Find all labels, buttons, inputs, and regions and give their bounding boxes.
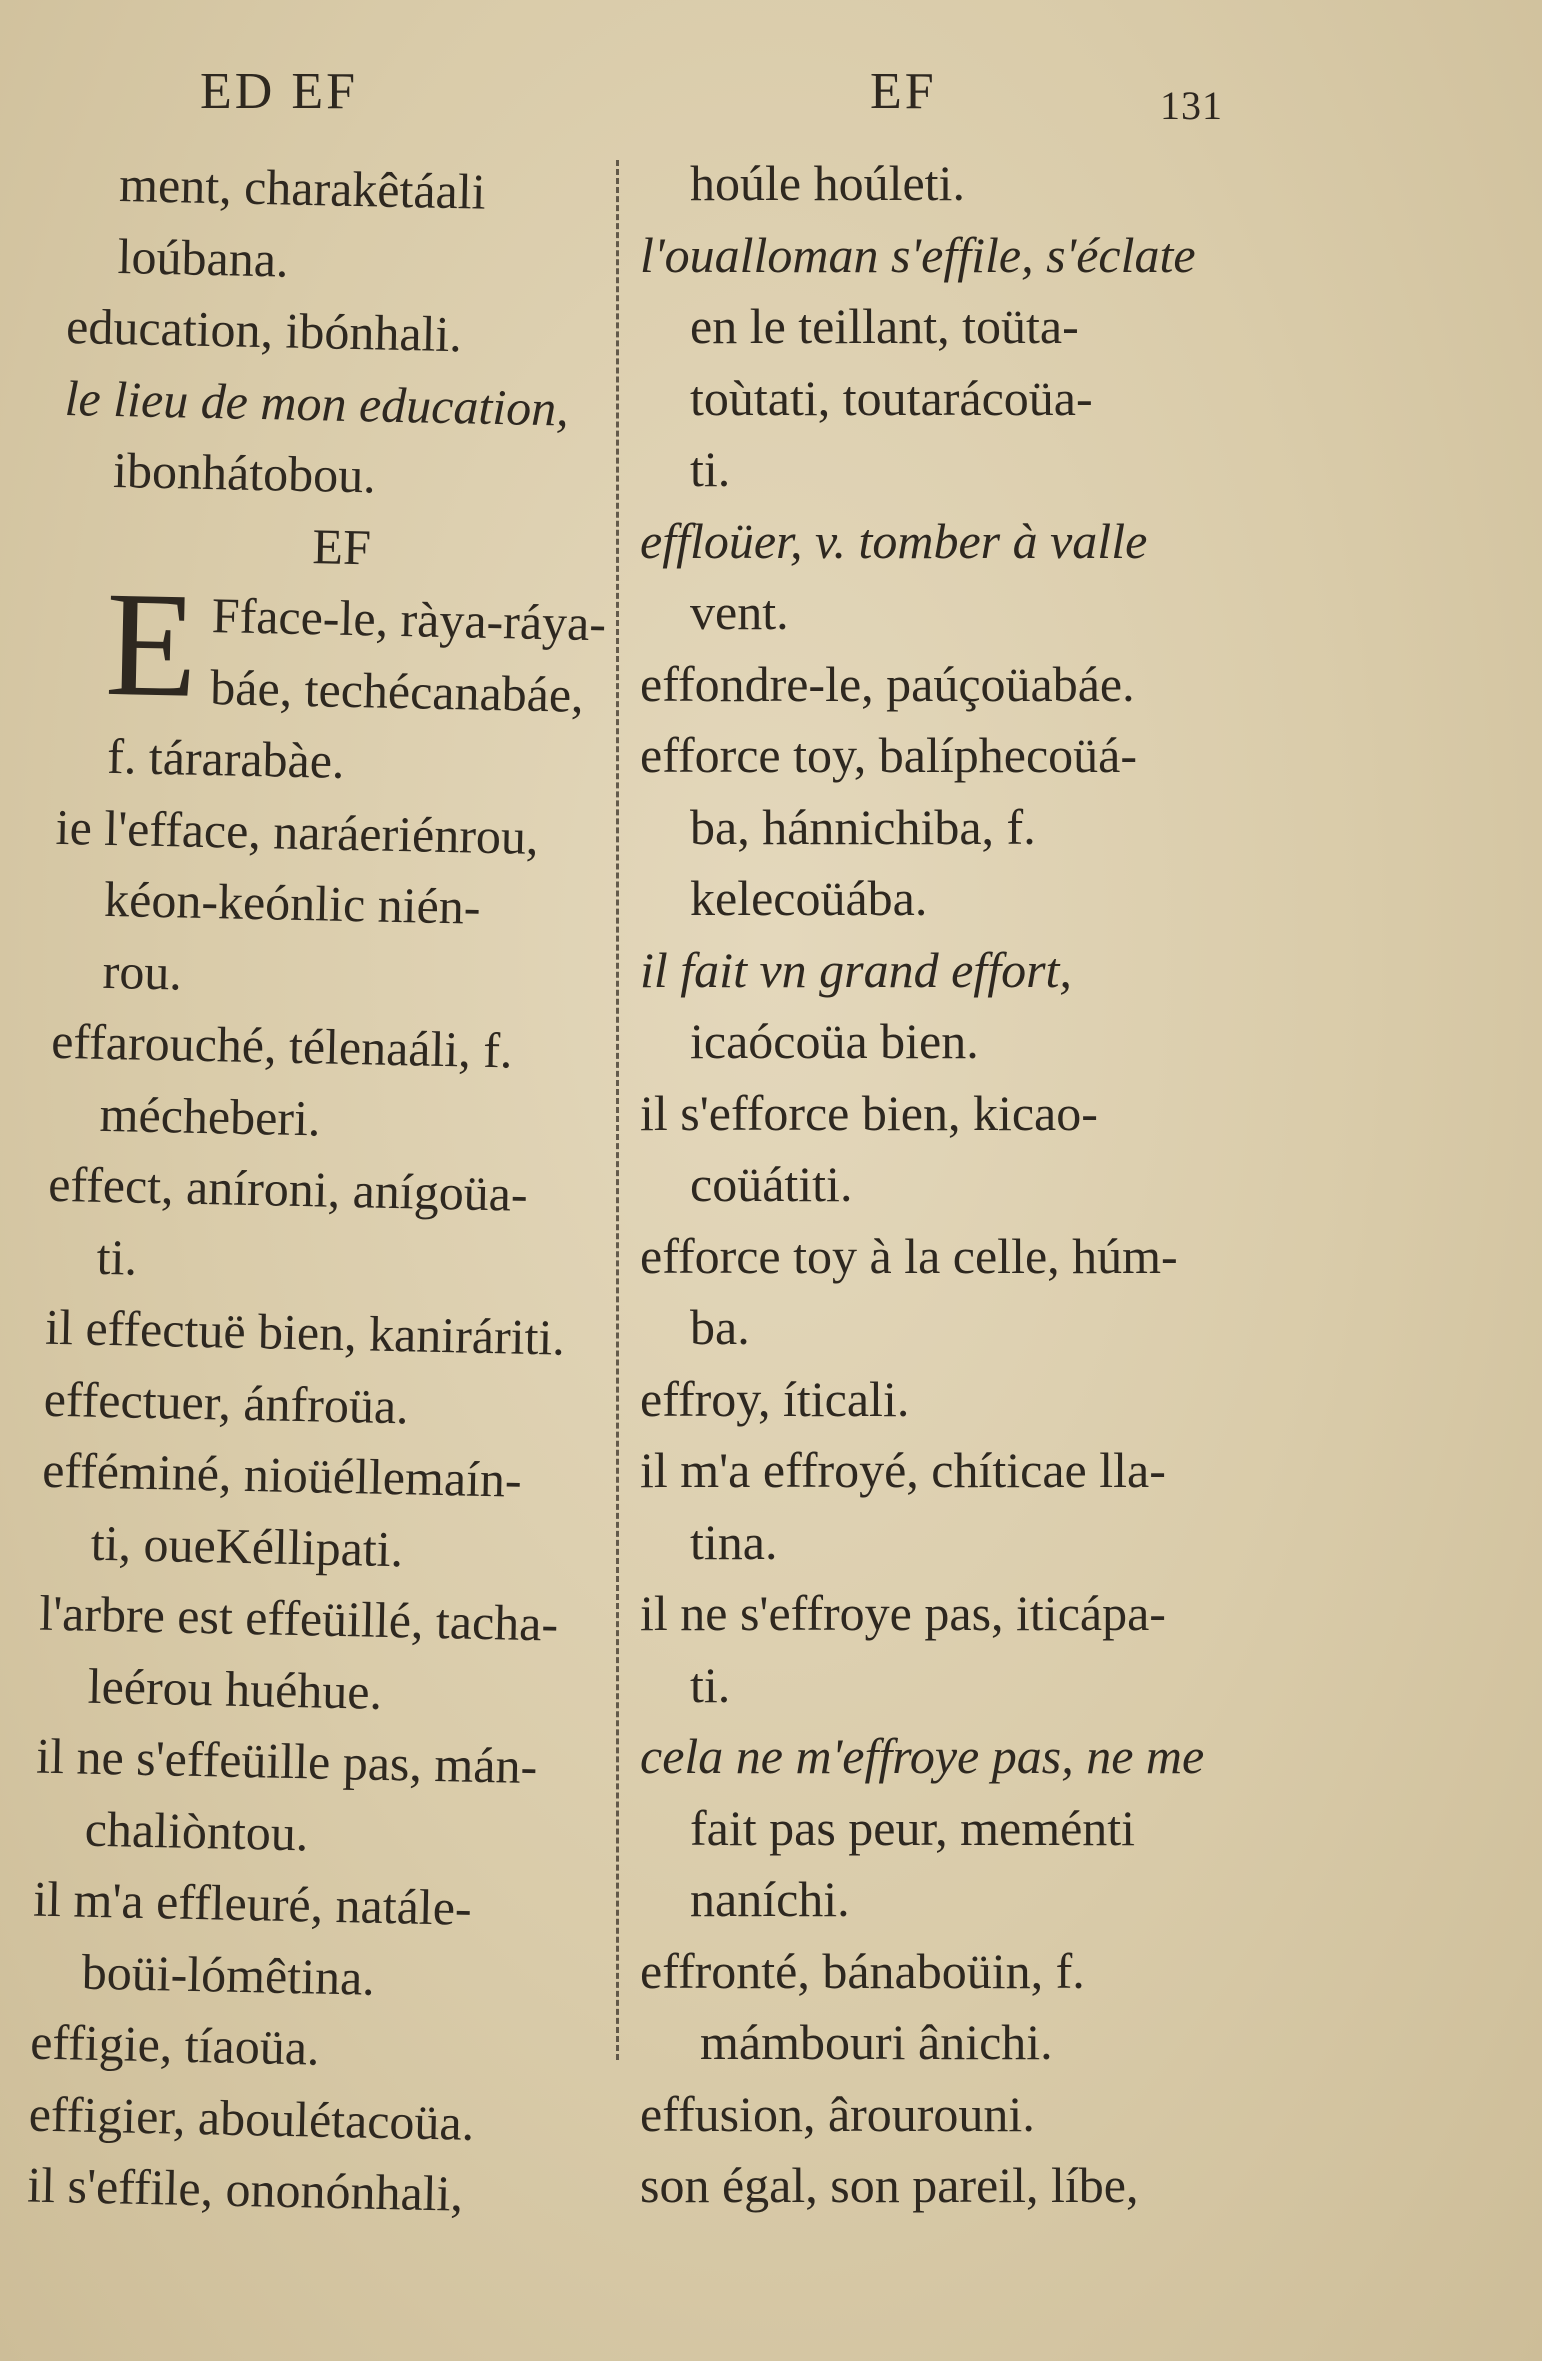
entry-line: il m'a effroyé, chíticae lla- <box>640 1442 1166 1498</box>
entry-line: coüátiti. <box>690 1156 853 1212</box>
entry-line: vent. <box>690 584 789 640</box>
entry-line: leérou huéhue. <box>87 1657 383 1720</box>
header-center-letters: EF <box>870 63 937 120</box>
entry-line: f. tárarabàe. <box>106 727 346 789</box>
entry-line: effigie, tíaoüa. <box>29 2013 321 2076</box>
left-column <box>27 148 630 2233</box>
entry-line: loúbana. <box>117 227 290 288</box>
drop-cap-letter: E <box>103 560 199 729</box>
entry-line: icaócoüa bien. <box>690 1013 979 1069</box>
entry-line: le lieu de mon education, <box>64 369 570 436</box>
entry-line: boüi-lómêtina. <box>81 1943 376 2006</box>
entry-line: effarouché, télenaáli, f. <box>50 1012 514 1079</box>
right-column <box>640 148 1240 2222</box>
entry-line: son égal, son pareil, líbe, <box>640 2157 1139 2213</box>
entry-line: effect, aníroni, anígoüa- <box>47 1155 529 1222</box>
entry-line: mécheberi. <box>99 1085 322 1146</box>
entry-line: toùtati, toutarácoüa- <box>690 369 1093 426</box>
entry-line: ti, oueKéllipati. <box>90 1514 404 1577</box>
entry-line: il ne s'effroye pas, iticápa- <box>640 1585 1166 1641</box>
section-heading: EF <box>311 517 372 575</box>
entry-line: Fface-le, ràya-ráya- <box>211 587 607 652</box>
entry-line: l'arbre est effeüillé, tacha- <box>38 1584 559 1652</box>
entry-line: education, ibónhali. <box>65 297 463 363</box>
entry-line: kéon-keónlic nién- <box>103 870 482 935</box>
entry-line: ment, charakêtáali <box>118 156 487 220</box>
entry-line: effondre-le, paúçoüabáe. <box>640 655 1135 712</box>
entry-line: tina. <box>690 1513 778 1570</box>
entry-line: il effectuë bien, kaniráriti. <box>44 1298 566 1366</box>
entry-line: ba, hánnichiba, f. <box>690 798 1036 855</box>
entry-line: ti. <box>690 1656 731 1713</box>
entry-line: ie l'efface, naráeriénrou, <box>55 798 540 865</box>
entry-line: fait pas peur, meménti <box>690 1799 1136 1856</box>
entry-line: effectuer, ánfroüa. <box>43 1370 410 1434</box>
entry-line: en le teillant, toüta- <box>690 298 1079 354</box>
entry-line: ti. <box>690 441 731 497</box>
entry-line: efféminé, nioüéllemaín- <box>41 1441 523 1508</box>
entry-line: chaliòntou. <box>84 1800 309 1861</box>
entry-line: naníchi. <box>690 1871 850 1927</box>
header-left-letters: ED EF <box>200 63 358 120</box>
entry-line: ti. <box>96 1228 138 1286</box>
entry-line: báe, techécanabáe, <box>209 658 585 723</box>
entry-line: hoúle hoúleti. <box>690 155 965 211</box>
entry-line: effigier, aboulétacoüa. <box>28 2085 475 2151</box>
entry-line: mámbouri ânichi. <box>700 2014 1053 2070</box>
entry-line: il s'effile, ononónhali, <box>26 2156 464 2222</box>
entry-line: efforce toy, balíphecoüá- <box>640 727 1137 783</box>
entry-line: l'oualloman s'effile, s'éclate <box>640 226 1196 283</box>
entry-line: effloüer, v. tomber à valle <box>640 512 1148 569</box>
entry-line: ba. <box>690 1299 750 1355</box>
entry-line: kelecoüába. <box>690 870 928 926</box>
entry-line: effroy, íticali. <box>640 1370 910 1427</box>
entry-line: efforce toy à la celle, húm- <box>640 1227 1178 1284</box>
entry-line: il m'a effleuré, natále- <box>32 1870 473 1936</box>
entry-line: effusion, ârourouni. <box>640 2085 1035 2142</box>
entry-line: effronté, bánaboüin, f. <box>640 1942 1085 1999</box>
entry-line: ibonhátobou. <box>112 441 377 504</box>
entry-line: il ne s'effeüille pas, mán- <box>35 1727 538 1795</box>
page-number: 131 <box>1160 83 1223 128</box>
entry-line: rou. <box>102 942 183 1001</box>
entry-line: il fait vn grand effort, <box>640 941 1072 998</box>
entry-line: il s'efforce bien, kicao- <box>640 1084 1098 1141</box>
entry-line: cela ne m'effroye pas, ne me <box>640 1728 1205 1784</box>
